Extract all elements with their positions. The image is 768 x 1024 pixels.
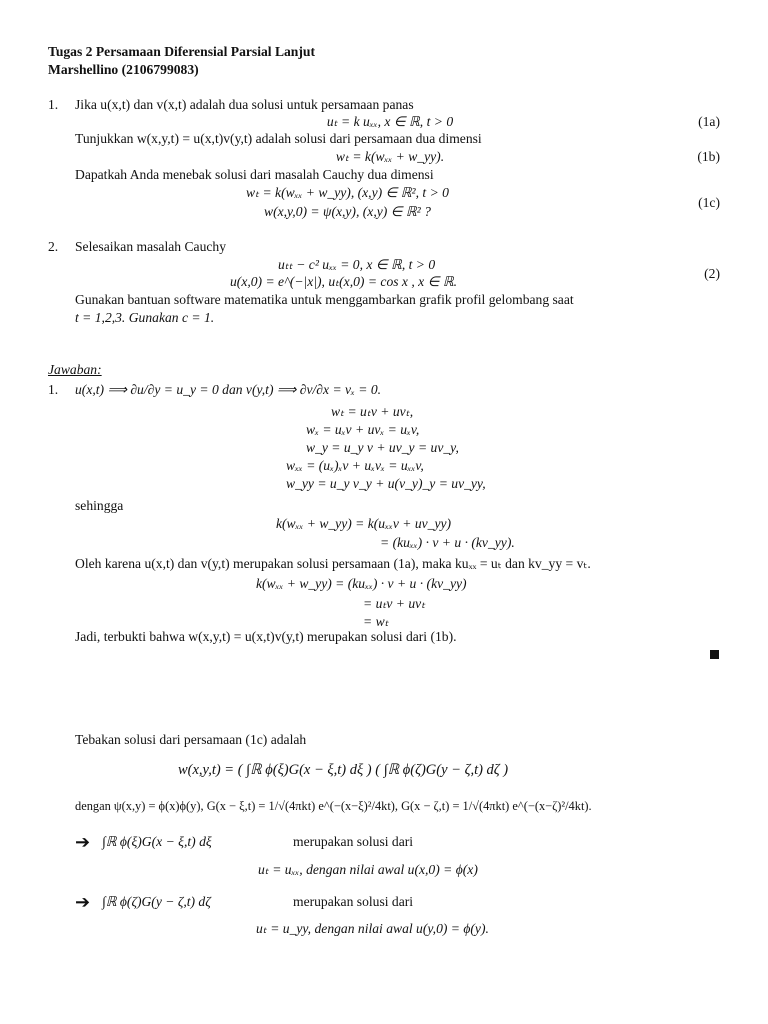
k-eq-line1: k(wₓₓ + w_yy) = k(uₓₓv + uv_yy) [276,516,452,531]
arrow1-text: merupakan solusi dari [293,834,414,849]
qed-square [710,650,719,659]
author-line: Marshellino (2106799083) [48,62,199,77]
conclusion-text: Jadi, terbukti bahwa w(x,y,t) = u(x,t)v(y,t) merupakan solusi dari (1b). [75,629,457,644]
guess-intro-text: Tebakan solusi dari persamaan (1c) adalah [75,732,307,747]
equation-tag-2: (2) [704,266,720,281]
arrow2-text: merupakan solusi dari [293,894,414,909]
problem2-line2: Gunakan bantuan software matematika untuk menggambarkan grafik profil gelombang saat [75,292,574,307]
document-title: Tugas 2 Persamaan Diferensial Parsial Lanjut [48,44,315,59]
equation-2a: uₜₜ − c² uₓₓ = 0, x ∈ ℝ, t > 0 [278,257,436,272]
problem1-line2: Tunjukkan w(x,y,t) = u(x,t)v(y,t) adalah solusi dari persamaan dua dimensi [75,131,482,146]
arrow-right-icon: ➔ [75,832,91,852]
equation-1c-a: wₜ = k(wₓₓ + w_yy), (x,y) ∈ ℝ², t > 0 [246,185,449,200]
m-eq-line2: = uₜv + uvₜ [363,596,426,611]
problem2-line3: t = 1,2,3. Gunakan c = 1. [75,310,215,325]
problem2-number: 2. [48,239,59,254]
arrow1-integral: ∫ℝ ϕ(ξ)G(x − ξ,t) dξ [102,834,212,849]
problem1-line3: Dapatkah Anda menebak solusi dari masalah Cauchy dua dimensi [75,167,434,182]
m-eq-line3: = wₜ [363,614,389,629]
equation-tag-1c: (1c) [698,195,720,210]
equation-1a: uₜ = k uₓₓ, x ∈ ℝ, t > 0 [326,114,454,129]
problem2-line1: Selesaikan masalah Cauchy [75,239,226,254]
answer-line1: u(x,t) ⟹ ∂u/∂y = u_y = 0 dan v(y,t) ⟹ ∂v/∂x = vₓ = 0. [75,382,382,397]
answer-number: 1. [48,382,59,397]
k-eq-line2: = (kuₓₓ) · v + u · (kv_yy). [380,535,515,550]
derivative-eq-1: wₜ = uₜv + uvₜ, [331,404,414,419]
guess-solution-equation: w(x,y,t) = ( ∫ℝ ϕ(ξ)G(x − ξ,t) dξ ) ( ∫ℝ ϕ(ζ)G(y − ζ,t) dζ ) [178,762,509,778]
oleh-karena-text: Oleh karena u(x,t) dan v(y,t) merupakan solusi persamaan (1a), maka kuₓₓ = uₜ dan kv_yy = vₜ. [75,556,591,571]
arrow2-integral: ∫ℝ ϕ(ζ)G(y − ζ,t) dζ [102,894,211,909]
arrow1-equation: uₜ = uₓₓ, dengan nilai awal u(x,0) = ϕ(x) [258,862,478,877]
answer-heading: Jawaban: [48,362,102,377]
derivative-eq-2: wₓ = uₓv + uvₓ = uₓv, [306,422,420,437]
arrow-right-icon: ➔ [75,892,91,912]
problem1-number: 1. [48,97,59,112]
equation-2b: u(x,0) = e^(−|x|), uₜ(x,0) = cos x , x ∈ ℝ. [230,274,457,289]
dengan-text: dengan ψ(x,y) = ϕ(x)ϕ(y), G(x − ξ,t) = 1/√(4πkt) e^(−(x−ξ)²/4kt), G(x − ζ,t) = 1/√(4πkt) e^(−(x−ζ)²/4kt). [75,799,592,813]
arrow2-equation: uₜ = u_yy, dengan nilai awal u(y,0) = ϕ(y). [256,921,489,936]
equation-tag-1b: (1b) [697,149,720,164]
derivative-eq-4: wₓₓ = (uₓ)ₓv + uₓvₓ = uₓₓv, [286,458,424,473]
equation-1b: wₜ = k(wₓₓ + w_yy). [335,149,445,164]
equation-1c-b: w(x,y,0) = ψ(x,y), (x,y) ∈ ℝ² ? [264,204,431,219]
equation-tag-1a: (1a) [698,114,720,129]
derivative-eq-3: w_y = u_y v + uv_y = uv_y, [306,440,459,455]
m-eq-line1: k(wₓₓ + w_yy) = (kuₓₓ) · v + u · (kv_yy) [256,576,467,591]
sehingga-text: sehingga [75,498,124,513]
problem1-line1: Jika u(x,t) dan v(x,t) adalah dua solusi untuk persamaan panas [75,97,414,112]
derivative-eq-5: w_yy = u_y v_y + u(v_y)_y = uv_yy, [286,476,486,491]
